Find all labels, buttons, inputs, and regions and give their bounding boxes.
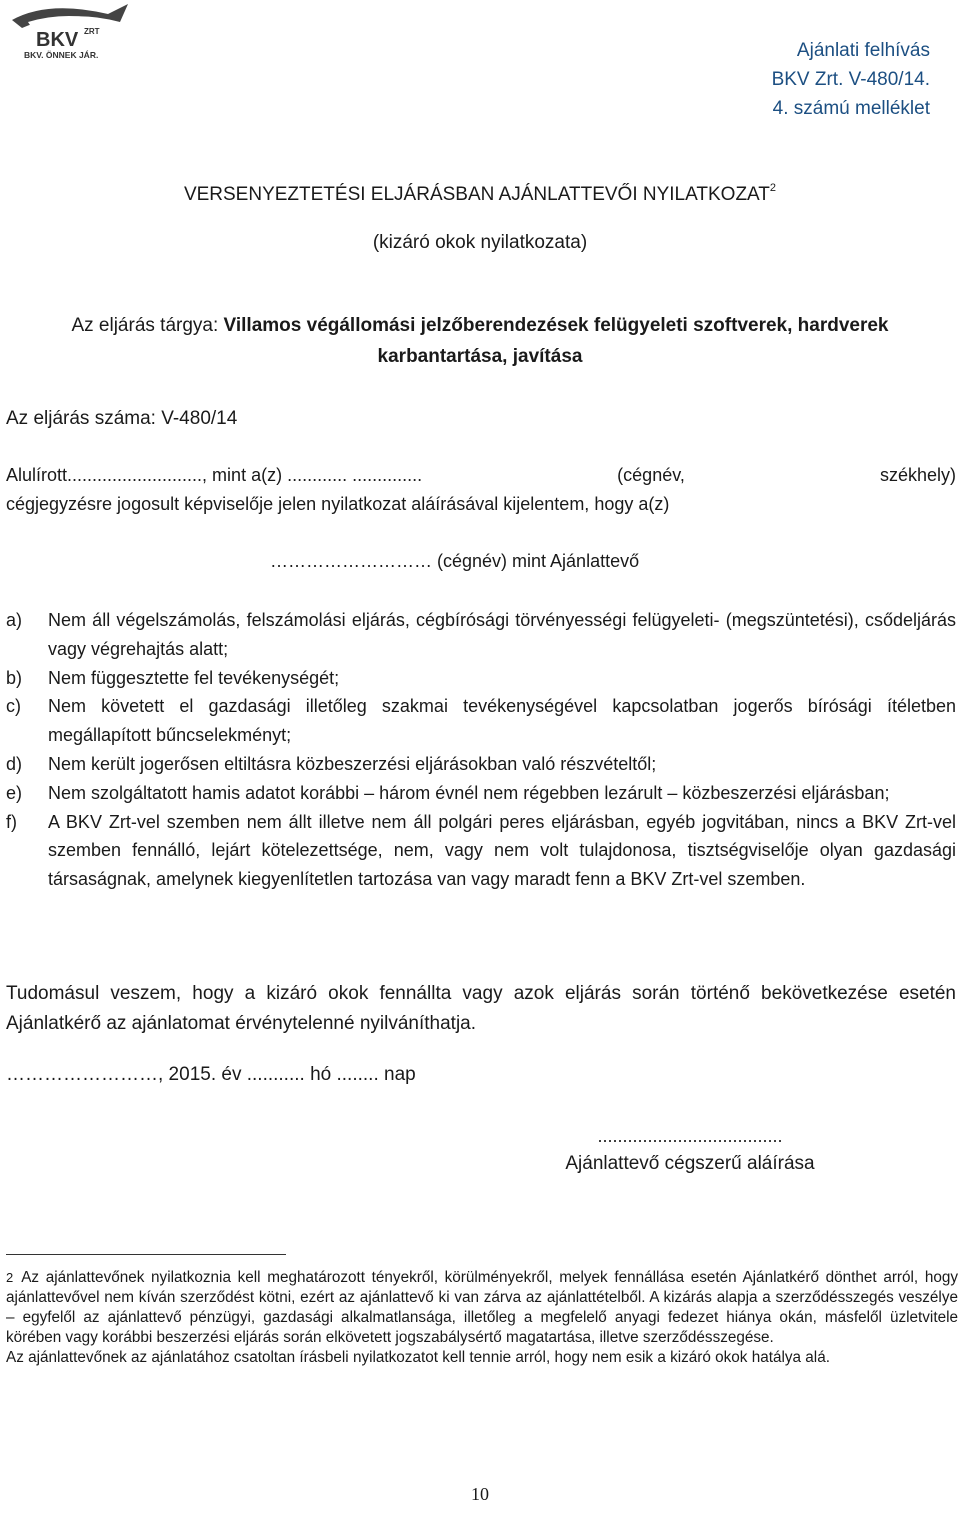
declaration-line-1 xyxy=(6,465,956,486)
title-footnote-ref: 2 xyxy=(769,182,777,194)
item-text: Nem áll végelszámolás, felszámolási eljárás, cégbírósági törvényességi felügyeleti- (megszüntetési), csődeljárás vagy végrehajtás alatt; xyxy=(48,610,956,659)
bkv-logo-graphic xyxy=(8,0,132,62)
acknowledgement-paragraph: Tudomásul veszem, hogy a kizáró okok fennállta vagy azok eljárás során történő bekövetkezése esetén Ajánlatkérő az ajánlatomat érvénytelenné nyilváníthatja. xyxy=(6,983,956,1034)
page-number: 10 xyxy=(471,1484,489,1504)
item-label: f) xyxy=(6,811,17,832)
signature-dots: ..................................... xyxy=(597,1126,783,1146)
logo-tagline: BKV. ÖNNEK JÁR. xyxy=(24,50,99,60)
header-line-3: 4. számú melléklet xyxy=(772,98,930,119)
signature-block xyxy=(540,1123,840,1177)
header-line-1: Ajánlati felhívás xyxy=(796,40,930,61)
item-label: a) xyxy=(6,610,23,630)
item-text: A BKV Zrt-vel szemben nem állt illetve nem áll polgári peres eljárásban, egyéb jogvitában, nincs a BKV Zrt-vel szemben fennálló, lejárt kötelezettsége, nem, vagy nem volt tulajdonosa, tisztségviselője olyan gazdasági társaságnak, amelynek kiegyenlítetlen tartozása van vagy maradt fenn a BKV Zrt-vel szemben. xyxy=(48,811,956,890)
item-label: e) xyxy=(6,782,23,803)
subject-value-line-1: Villamos végállomási jelzőberendezések felügyeleti szoftverek, hardverek xyxy=(223,315,889,336)
subject-label: Az eljárás tárgya: xyxy=(71,315,219,336)
footnote-divider xyxy=(6,1254,286,1255)
logo-sup: ZRT xyxy=(84,27,100,36)
item-text: Nem szolgáltatott hamis adatot korábbi – három évnél nem régebben lezárult – közbeszerzési eljárásban; xyxy=(48,782,890,803)
date-line: ……………………, 2015. év ........... hó ........ nap xyxy=(6,1064,416,1085)
declaration-cegnev: (cégnév, xyxy=(617,465,685,485)
bkv-logo xyxy=(8,0,132,62)
declaration-line-3: ……………………… (cégnév) mint Ajánlattevő xyxy=(270,551,640,571)
exclusion-list xyxy=(6,606,956,894)
declaration-szekhely: székhely) xyxy=(879,465,956,485)
footnote-number: 2 xyxy=(6,1270,14,1285)
footnote-text-2: Az ajánlattevőnek az ajánlatához csatoltan írásbeli nyilatkozatot kell tennie arról, hogy nem esik a kizáró okok hatálya alá. xyxy=(6,1349,830,1366)
header-block xyxy=(772,36,930,123)
list-item xyxy=(6,808,956,894)
number-label: Az eljárás száma: xyxy=(6,408,156,429)
declaration-alulirott: Alulírott xyxy=(6,465,68,485)
subject-value-line-2: karbantartása, javítása xyxy=(377,346,583,367)
document-title xyxy=(0,184,960,206)
footnote-para-1 xyxy=(6,1268,958,1348)
list-item xyxy=(6,692,956,750)
declaration-dots: ..........................., mint a(z) ............ .............. xyxy=(67,465,423,485)
item-label: c) xyxy=(6,696,21,717)
list-item xyxy=(6,779,956,808)
list-item xyxy=(6,606,956,664)
footnote xyxy=(6,1268,958,1368)
header-line-2: BKV Zrt. V-480/14. xyxy=(771,69,930,90)
item-text: Nem követett el gazdasági illetőleg szakmai tevékenységével kapcsolatban jogerős bírósági ítéletben megállapított bűncselekményt; xyxy=(48,696,956,746)
list-item xyxy=(6,664,956,693)
item-text: Nem került jogerősen eltiltásra közbeszerzési eljárásokban való részvételtől; xyxy=(48,753,657,774)
procedure-number xyxy=(6,408,237,430)
logo-brand: BKV xyxy=(36,29,79,51)
footnote-text-1: Az ajánlattevőnek nyilatkoznia kell meghatározott tényekről, körülményekről, melyek fennállása esetén Ajánlatkérő dönthet arról, hogy ajánlattevővel nem kíván szerződést kötni, ezért az ajánlattevő ki van zárva az ajánlattételből. A kizárás alapja a szerződésszegés veszélye – egyfelől az ajánlattevő pénzügyi, gazdasági alkalmatlansága, illetőleg a megfelelő anyagi fedezet hiánya okán, másfelől üzletvitele körében vagy korábbi beszerzési eljárás során elkövetett jogszabálysértő magatartása, illetve szerződésszegése. xyxy=(6,1269,958,1346)
document-subtitle: (kizáró okok nyilatkozata) xyxy=(372,232,588,253)
title-text: VERSENYEZTETÉSI ELJÁRÁSBAN AJÁNLATTEVŐI NYILATKOZAT xyxy=(183,184,770,205)
number-value: V-480/14 xyxy=(161,408,238,429)
item-label: d) xyxy=(6,753,23,774)
item-label: b) xyxy=(6,667,23,688)
item-text: Nem függesztette fel tevékenységét; xyxy=(48,667,340,688)
signature-label: Ajánlattevő cégszerű aláírása xyxy=(565,1153,815,1174)
declaration-line-2: cégjegyzésre jogosult képviselője jelen nyilatkozat aláírásával kijelentem, hogy a(z) xyxy=(6,494,670,514)
procedure-subject xyxy=(0,310,960,372)
list-item xyxy=(6,750,956,779)
